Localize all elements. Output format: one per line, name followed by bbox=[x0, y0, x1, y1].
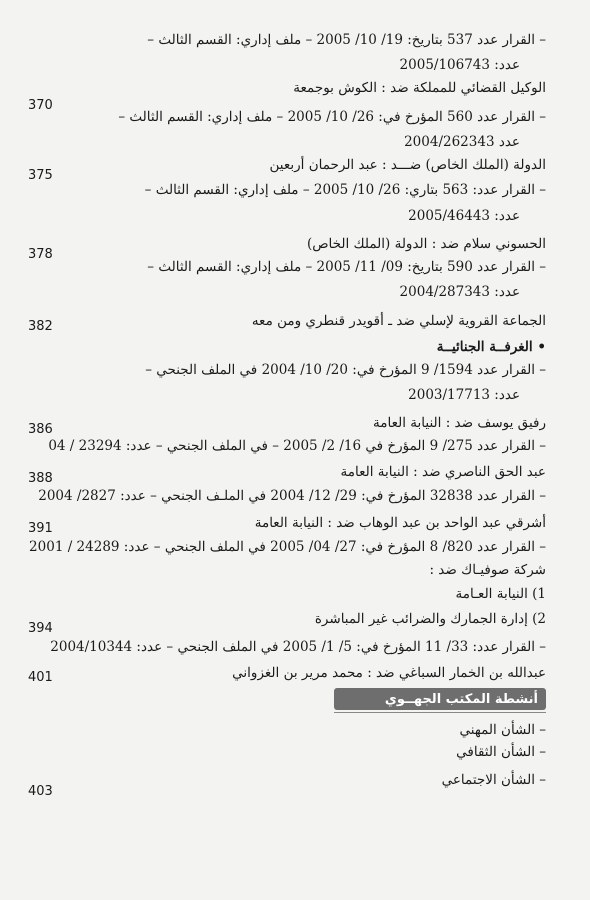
text-line: – الشأن المهني bbox=[459, 722, 546, 738]
page-number: 370 bbox=[28, 98, 53, 113]
text-line: الحسوني سلام ضد : الدولة (الملك الخاص) bbox=[306, 236, 546, 252]
text-line: – القرار عدد 537 بتاريخ: 19/ 10/ 2005 – ملف إداري: القسم الثالث – bbox=[147, 32, 546, 48]
page-number: 401 bbox=[28, 670, 53, 685]
text-line: 2) إدارة الجمارك والضرائب غير المباشرة bbox=[314, 611, 546, 627]
text-line: – القرار عدد 820/ 8 المؤرخ في: 27/ 04/ 2005 في الملف الجنحي – عدد: 24289 / 2001 bbox=[29, 539, 546, 555]
text-line: رفيق يوسف ضد : النيابة العامة bbox=[373, 415, 546, 431]
text-line: عدد: 2004/287343 bbox=[399, 284, 520, 300]
text-line: – القرار عدد: 563 بتاري: 26/ 10/ 2005 – ملف إداري: القسم الثالث – bbox=[144, 182, 546, 198]
text-line: • الغرفــة الجنائيــة bbox=[436, 339, 546, 355]
text-line: – الشأن الثقافي bbox=[456, 744, 546, 760]
page-number: 382 bbox=[28, 319, 53, 334]
text-line: عبدالله بن الخمار السباغي ضد : محمد مرير بن الغزواني bbox=[232, 665, 546, 681]
text-line: عدد: 2003/17713 bbox=[408, 387, 520, 403]
text-line: الوكيل القضائي للمملكة ضد : الكوش بوجمعة bbox=[293, 80, 546, 96]
text-line: – القرار عدد 32838 المؤرخ في: 29/ 12/ 2004 في الملـف الجنحي – عدد: 2827/ 2004 bbox=[38, 488, 546, 504]
page-number: 394 bbox=[28, 621, 53, 636]
text-line: الدولة (الملك الخاص) ضـــد : عبد الرحمان أربعين bbox=[269, 157, 546, 173]
text-line: – الشأن الاجتماعي bbox=[441, 772, 546, 788]
page-number: 375 bbox=[28, 168, 53, 183]
text-line: – القرار عدد 590 بتاريخ: 09/ 11/ 2005 – ملف إداري: القسم الثالث – bbox=[147, 259, 546, 275]
text-line: عبد الحق الناصري ضد : النيابة العامة bbox=[340, 464, 546, 480]
text-line: 1) النيابة العـامة bbox=[455, 586, 546, 602]
page-number: 388 bbox=[28, 471, 53, 486]
page-number: 386 bbox=[28, 422, 53, 437]
banner-underline bbox=[334, 712, 546, 713]
section-banner-title: أنشطة المكتب الجهــوي bbox=[384, 691, 538, 707]
text-line: – القرار عدد 1594/ 9 المؤرخ في: 20/ 10/ 2004 في الملف الجنحي – bbox=[145, 362, 546, 378]
section-banner bbox=[334, 688, 546, 710]
text-line: – القرار عدد 560 المؤرخ في: 26/ 10/ 2005 – ملف إداري: القسم الثالث – bbox=[118, 109, 546, 125]
text-line: – القرار عدد 275/ 9 المؤرخ في 16/ 2/ 2005 – في الملف الجنحي – عدد: 23294 / 04 bbox=[48, 438, 546, 454]
text-line: شركة صوفيـاك ضد : bbox=[429, 562, 546, 578]
text-line: عدد 2004/262343 bbox=[404, 134, 520, 150]
page-number: 378 bbox=[28, 247, 53, 262]
text-line: الجماعة القروية لإسلي ضد ـ أقويدر قنطري ومن معه bbox=[251, 313, 546, 329]
page-number: 391 bbox=[28, 521, 53, 536]
text-line: – القرار عدد: 33/ 11 المؤرخ في: 5/ 1/ 2005 في الملف الجنحي – عدد: 2004/10344 bbox=[50, 639, 546, 655]
page-number: 403 bbox=[28, 784, 53, 799]
text-line: عدد: 2005/106743 bbox=[399, 57, 520, 73]
text-line: أشرقي عبد الواحد بن عبد الوهاب ضد : النيابة العامة bbox=[254, 515, 546, 531]
text-line: عدد: 2005/46443 bbox=[408, 208, 520, 224]
